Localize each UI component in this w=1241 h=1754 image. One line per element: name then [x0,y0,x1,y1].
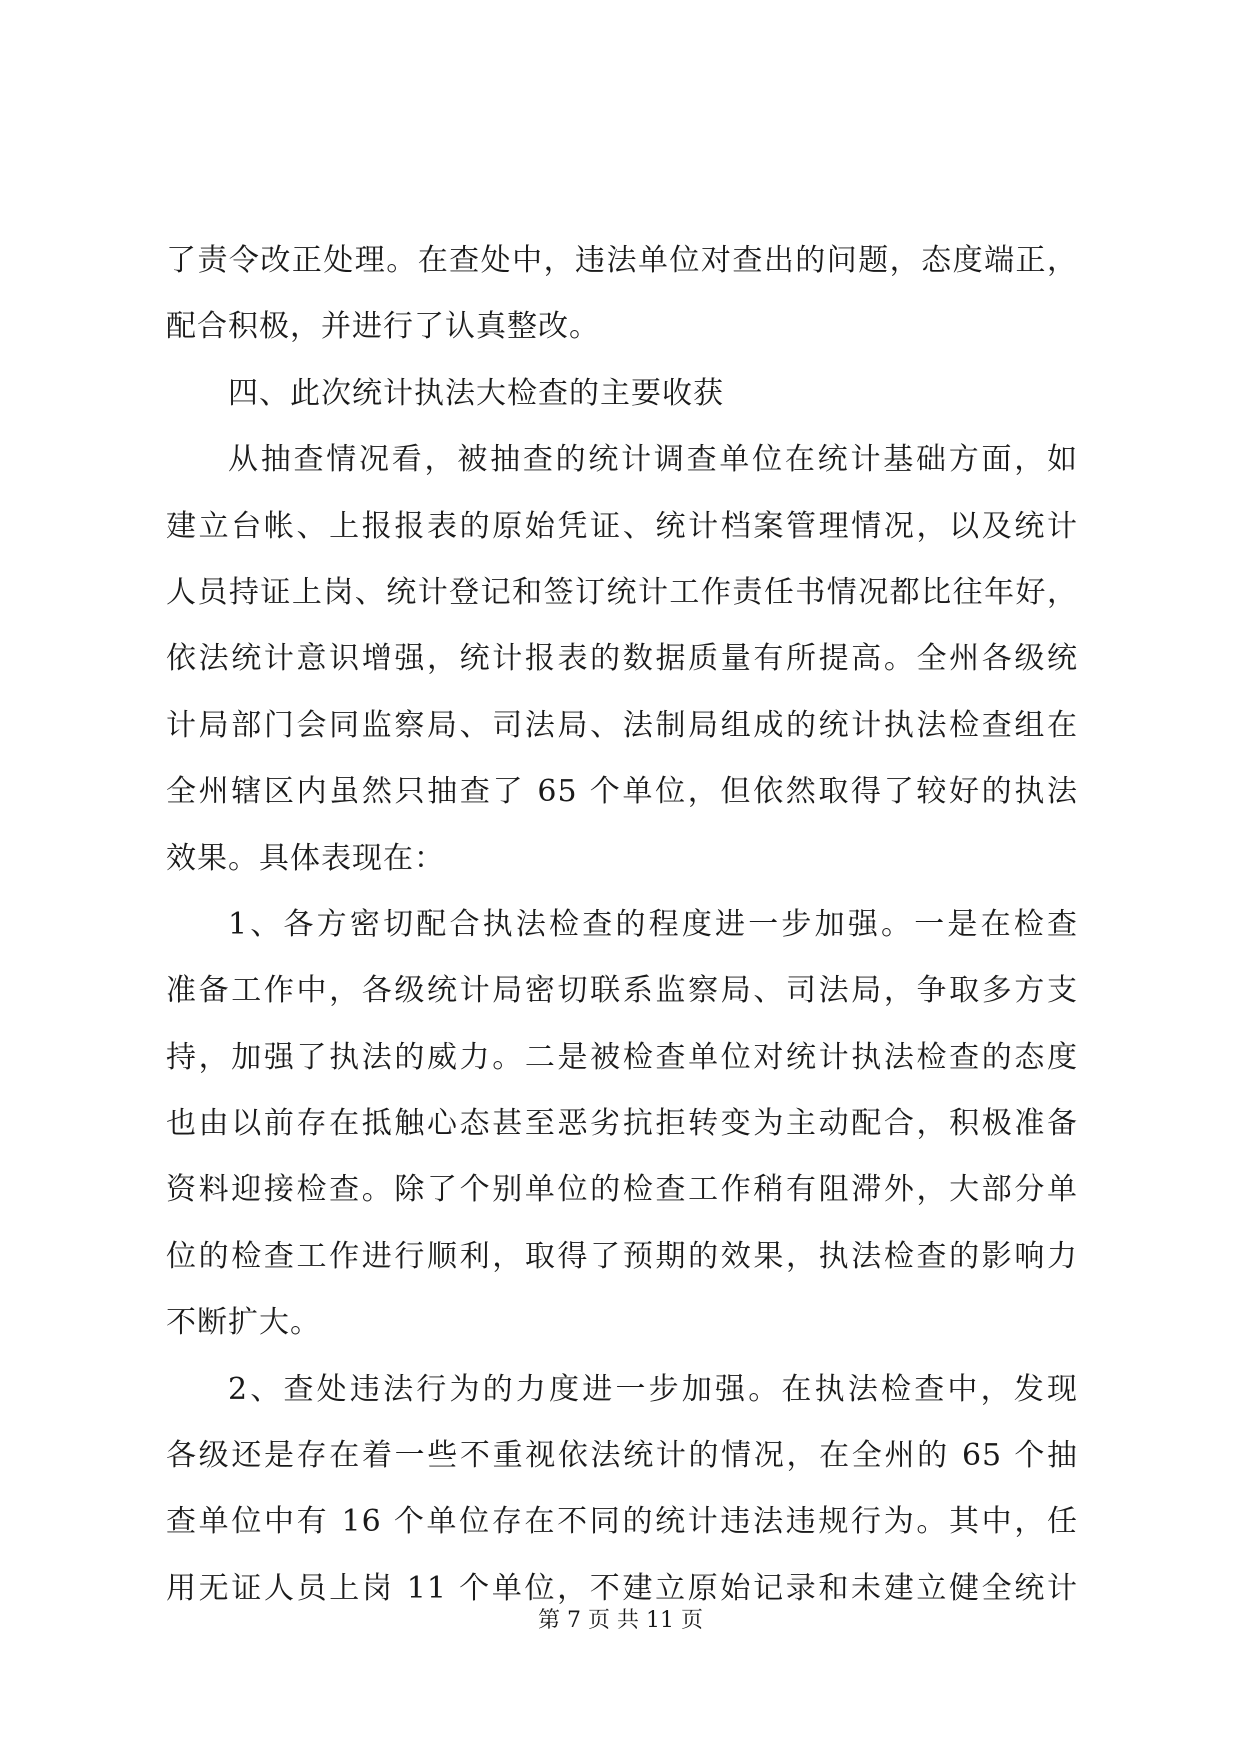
text-line: 效果。具体表现在： [166,840,445,876]
text-line: 不断扩大。 [166,1305,321,1341]
text-line: 也由以前存在抵触心态甚至恶劣抗拒转变为主动配合，积极准备 [166,1106,1078,1142]
text-line: 了责令改正处理。在查处中，违法单位对查出的问题，态度端正， [166,243,1078,278]
text-line: 从抽查情况看，被抽查的统计调查单位在统计基础方面，如 [228,442,1078,478]
text-line: 用无证人员上岗 11 个单位，不建立原始记录和未建立健全统计 [166,1570,1078,1606]
text-line: 位的检查工作进行顺利，取得了预期的效果，执法检查的影响力 [166,1238,1078,1274]
text-line: 2、查处违法行为的力度进一步加强。在执法检查中，发现 [228,1371,1078,1407]
text-line: 计局部门会同监察局、司法局、法制局组成的统计执法检查组在 [166,707,1078,743]
text-line: 配合积极，并进行了认真整改。 [166,309,600,345]
text-line: 各级还是存在着一些不重视依法统计的情况，在全州的 65 个抽 [166,1438,1078,1474]
text-line: 准备工作中，各级统计局密切联系监察局、司法局，争取多方支 [166,973,1078,1009]
page-number-footer: 第 7 页 共 11 页 [538,1608,703,1633]
body-text [166,228,1078,1622]
text-line: 持，加强了执法的威力。二是被检查单位对统计执法检查的态度 [166,1039,1078,1075]
text-line: 全州辖区内虽然只抽查了 65 个单位，但依然取得了较好的执法 [166,774,1078,810]
text-line: 依法统计意识增强，统计报表的数据质量有所提高。全州各级统 [166,641,1078,677]
text-line: 查单位中有 16 个单位存在不同的统计违法违规行为。其中，任 [166,1504,1078,1540]
section-heading: 四、此次统计执法大检查的主要收获 [228,375,724,411]
text-line: 1、各方密切配合执法检查的程度进一步加强。一是在检查 [228,906,1078,942]
text-line: 人员持证上岗、统计登记和签订统计工作责任书情况都比往年好， [166,574,1078,610]
text-line: 资料迎接检查。除了个别单位的检查工作稍有阻滞外，大部分单 [166,1172,1078,1208]
text-line: 建立台帐、上报报表的原始凭证、统计档案管理情况，以及统计 [166,508,1078,544]
